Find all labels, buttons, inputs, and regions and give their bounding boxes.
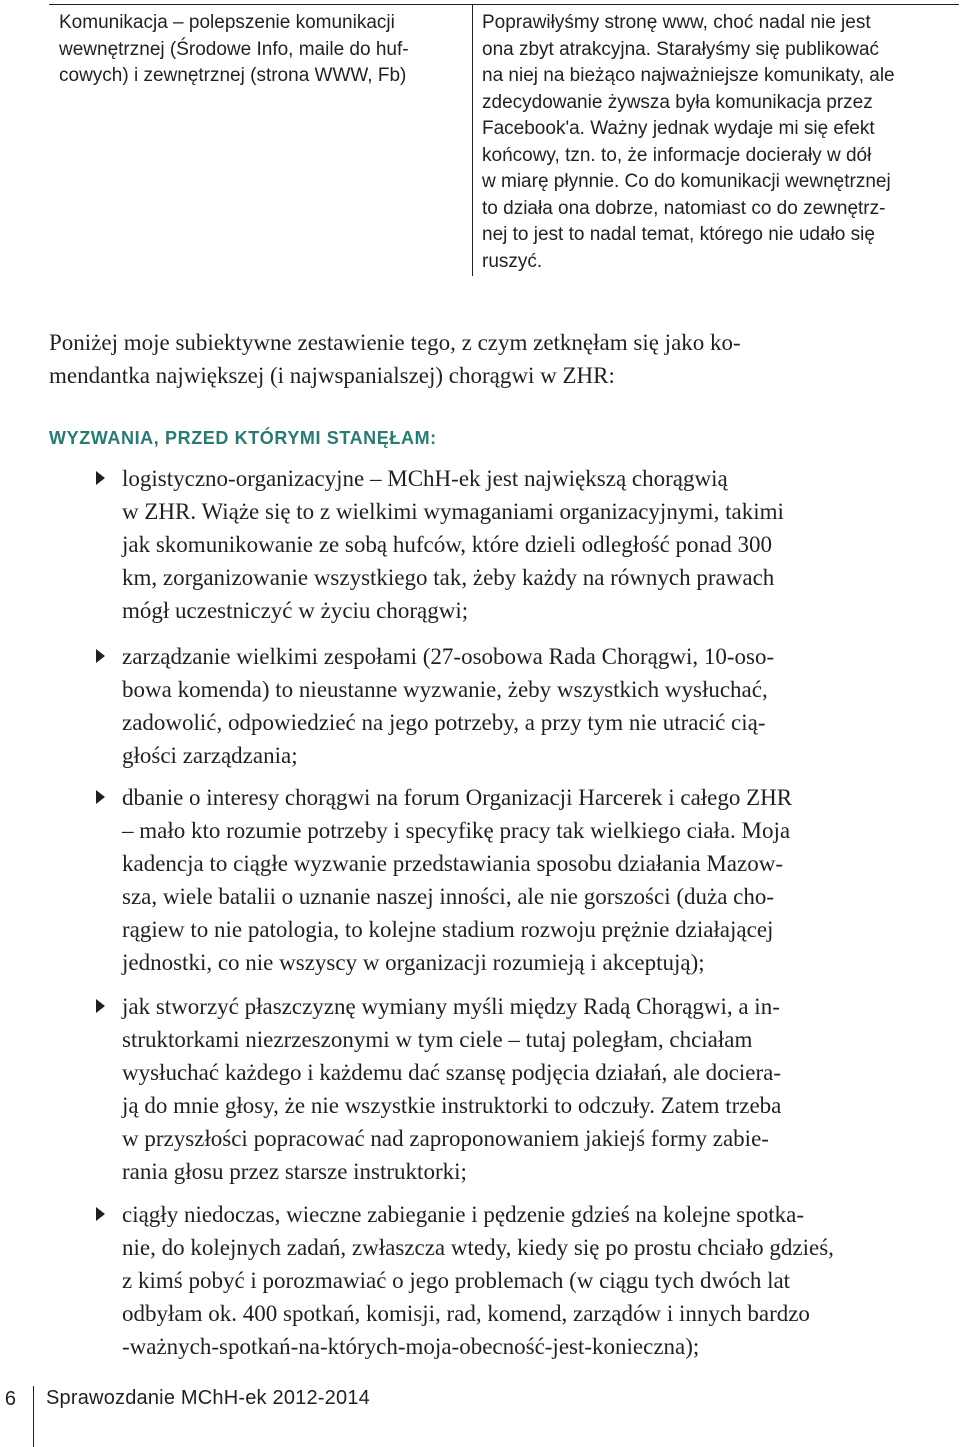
- bullet-line: wysłuchać każdego i każdemu dać szansę podjęcia działań, ale dociera-: [122, 1060, 782, 1085]
- bullet-text: [122, 990, 958, 1188]
- bullet-line: – mało kto rozumie potrzeby i specyfikę pracy tak wielkiego ciała. Moja: [122, 818, 791, 843]
- bullet-line: dbanie o interesy chorągwi na forum Organizacji Harcerek i całego ZHR: [122, 785, 793, 810]
- summary-table: [49, 4, 959, 276]
- bullet-line: bowa komenda) to nieustanne wyzwanie, żeby wszystkich wysłuchać,: [122, 677, 768, 702]
- bullet-arrow-icon: [96, 649, 105, 663]
- table-left-line: wewnętrznej (Środowe Info, maile do huf-: [59, 38, 409, 60]
- bullet-arrow-icon: [96, 790, 105, 804]
- table-right-line: to działa ona dobrze, natomiast co do zewnętrz-: [482, 197, 886, 219]
- table-right-line: nej to jest to nadal temat, którego nie udało się: [482, 224, 875, 245]
- bullet-text: [122, 640, 958, 772]
- bullet-arrow-icon: [96, 1207, 105, 1221]
- table-column-divider: [472, 4, 473, 276]
- bullet-line: z kimś pobyć i porozmawiać o jego problemach (w ciągu tych dwóch lat: [122, 1268, 791, 1293]
- bullet-line: rągiew to nie patologia, to kolejne stadium rozwoju prężnie działającej: [122, 917, 774, 942]
- bullet-line: jak stworzyć płaszczyznę wymiany myśli między Radą Chorągwi, a in-: [122, 994, 780, 1019]
- intro-paragraph: [49, 326, 959, 392]
- bullet-line: rania głosu przez starsze instruktorki;: [122, 1159, 467, 1184]
- table-right-line: zdecydowanie żywsza była komunikacja przez: [482, 91, 873, 113]
- table-left-line: cowych) i zewnętrznej (strona WWW, Fb): [59, 65, 407, 86]
- bullet-line: mógł uczestniczyć w życiu chorągwi;: [122, 598, 469, 623]
- bullet-line: odbyłam ok. 400 spotkań, komisji, rad, komend, zarządów i innych bardzo: [122, 1301, 810, 1326]
- bullet-line: zarządzanie wielkimi zespołami (27-osobowa Rada Chorągwi, 10-oso-: [122, 644, 775, 669]
- bullet-line: w ZHR. Wiąże się to z wielkimi wymaganiami organizacyjnymi, takimi: [122, 499, 784, 524]
- bullet-line: ciągły niedoczas, wieczne zabieganie i pędzenie gdzieś na kolejne spotka-: [122, 1202, 805, 1227]
- table-left-line: Komunikacja – polepszenie komunikacji: [59, 12, 395, 33]
- table-right-line: ona zbyt atrakcyjna. Starałyśmy się publikować: [482, 38, 880, 60]
- bullet-line: jak skomunikowanie ze sobą hufców, które dzieli odległość ponad 300: [122, 532, 773, 557]
- footer-divider: [33, 1386, 34, 1447]
- table-right-line: w miarę płynnie. Co do komunikacji wewnętrznej: [482, 171, 891, 192]
- intro-line: Poniżej moje subiektywne zestawienie tego, z czym zetknęłam się jako ko-: [49, 330, 741, 355]
- bullet-line: w przyszłości popracować nad zaproponowaniem jakiejś formy zabie-: [122, 1126, 769, 1151]
- bullet-line: kadencja to ciągłe wyzwanie przedstawiania sposobu działania Mazow-: [122, 851, 783, 876]
- bullet-line: sza, wiele batalii o uznanie naszej inności, ale nie gorszości (duża cho-: [122, 884, 775, 909]
- table-right-line: Poprawiłyśmy stronę www, choć nadal nie jest: [482, 12, 871, 33]
- table-right-line: Facebook'a. Ważny jednak wydaje mi się efekt: [482, 118, 875, 139]
- page-number: 6: [4, 1388, 16, 1410]
- bullet-text: [122, 1198, 958, 1363]
- table-right-line: końcowy, tzn. to, że informacje docierały w dół: [482, 144, 872, 166]
- bullet-line: -ważnych-spotkań-na-których-moja-obecność-jest-konieczna);: [122, 1334, 700, 1359]
- bullet-line: ją do mnie głosy, że nie wszystkie instruktorki to odczuły. Zatem trzeba: [122, 1093, 782, 1118]
- bullet-text: [122, 781, 958, 979]
- bullet-arrow-icon: [96, 999, 105, 1013]
- bullet-line: struktorkami niezrzeszonymi w tym ciele – tutaj poległam, chciałam: [122, 1027, 753, 1052]
- bullet-line: logistyczno-organizacyjne – MChH-ek jest największą chorągwią: [122, 466, 728, 491]
- bullet-text: [122, 462, 958, 627]
- bullet-line: głości zarządzania;: [122, 743, 298, 768]
- intro-line: mendantka największej (i najwspanialszej) chorągwi w ZHR:: [49, 363, 615, 388]
- bullet-line: zadowolić, odpowiedzieć na jego potrzeby, a przy tym nie utracić cią-: [122, 710, 766, 735]
- table-left-cell: [59, 10, 464, 90]
- footer-title: Sprawozdanie MChH-ek 2012-2014: [46, 1387, 370, 1409]
- bullet-line: km, zorganizowanie wszystkiego tak, żeby każdy na równych prawach: [122, 565, 775, 590]
- table-right-cell: [482, 10, 952, 275]
- table-top-rule: [49, 4, 959, 5]
- bullet-line: jednostki, co nie wszyscy w organizacji rozumieją i akceptują);: [122, 950, 705, 975]
- table-right-line: ruszyć.: [482, 250, 543, 272]
- section-heading: WYZWANIA, PRZED KTÓRYMI STANĘŁAM:: [49, 428, 437, 448]
- bullet-line: nie, do kolejnych zadań, zwłaszcza wtedy, kiedy się po prostu chciało gdzieś,: [122, 1235, 834, 1260]
- bullet-arrow-icon: [96, 471, 105, 485]
- table-right-line: na niej na bieżąco najważniejsze komunikaty, ale: [482, 65, 895, 86]
